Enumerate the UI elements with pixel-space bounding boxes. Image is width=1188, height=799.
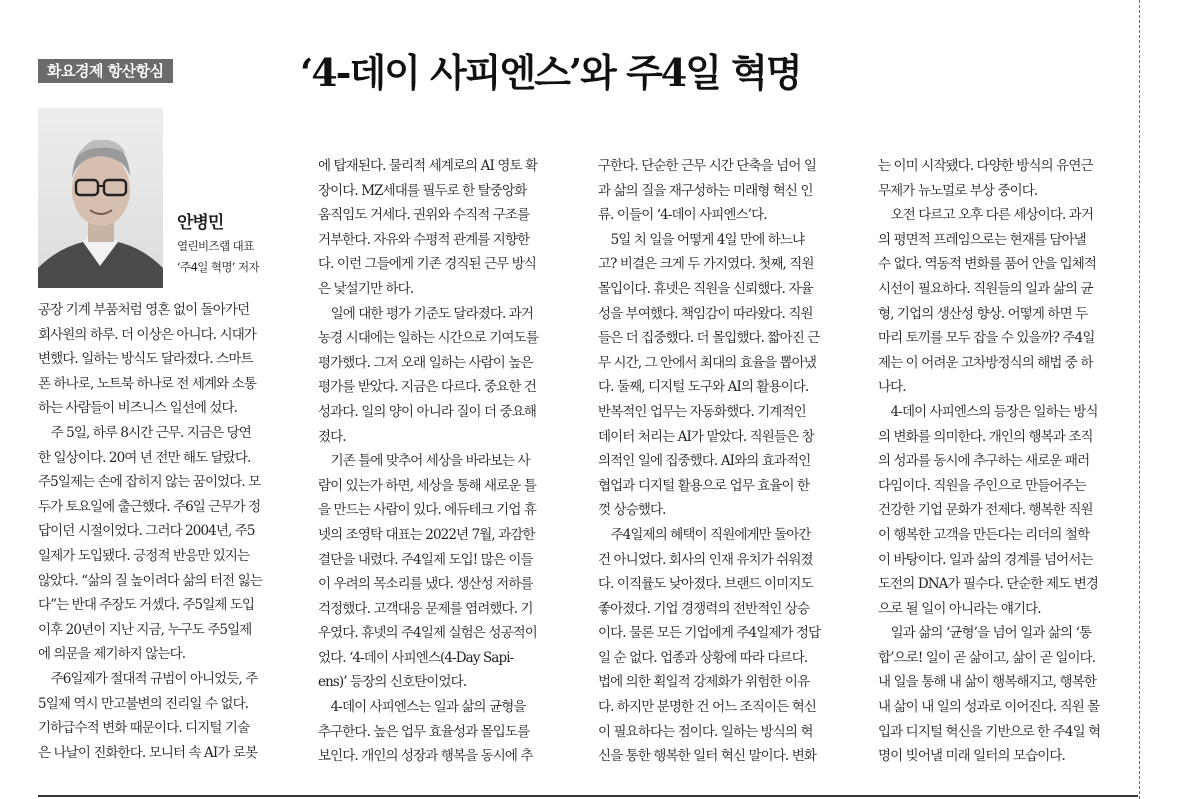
article-line: 이 행복한 고객을 만든다는 리더의 철학	[878, 526, 1090, 543]
article-line: 는 이미 시작됐다. 다양한 방식의 유연근	[878, 158, 1093, 174]
article-line: 구한다. 단순한 근무 시간 단축을 넘어 일	[598, 158, 816, 174]
article-line: 에 의문을 제기하지 않는다.	[38, 646, 186, 663]
article-line: 평가했다. 그저 오래 일하는 사람이 높은	[318, 354, 533, 371]
author-name: 안병민	[177, 213, 224, 233]
article-line: 은 낯설기만 하다.	[318, 280, 414, 297]
article-line: 시선이 필요하다. 직원들의 일과 삶의 균	[878, 280, 1093, 297]
article-line: 성과다. 일의 양이 아니라 질이 더 중요해	[318, 403, 536, 420]
article-line: 다. 이직률도 낮아졌다. 브랜드 이미지도	[598, 576, 813, 593]
article-line: 이다. 물론 모든 기업에게 주4일제가 정답	[598, 625, 821, 642]
article-line: 주4일제의 혜택이 직원에게만 돌아간	[598, 526, 811, 543]
article-column-2	[318, 154, 576, 769]
article-line: 성을 부여했다. 책임감이 따라왔다. 직원	[598, 305, 813, 322]
article-line: 명이 빚어낼 미래 일터의 모습이다.	[878, 748, 1065, 765]
article-line: 고? 비결은 크게 두 가지였다. 첫째, 직원	[598, 256, 814, 273]
article-line: 반복적인 업무는 자동화했다. 기계적인	[598, 403, 806, 420]
article-line: 이 우려의 목소리를 냈다. 생산성 저하를	[318, 576, 533, 593]
article-line: 일제가 도입됐다. 긍정적 반응만 있지는	[38, 547, 250, 564]
article-line: 협업과 디지털 활용으로 업무 효율이 한	[598, 477, 810, 494]
article-line: 5일 치 일을 어떻게 4일 만에 하느냐	[598, 231, 805, 248]
article-line: 일에 대한 평가 기준도 달라졌다. 과거	[318, 305, 534, 322]
article-line: 건강한 기업 문화가 전제다. 행복한 직원	[878, 502, 1093, 519]
section-label: 화요경제 항산항심	[38, 59, 173, 83]
article-line: 내 삶이 내 일의 성과로 이어진다. 직원 몰	[878, 699, 1100, 716]
article-line: 다. 둘째, 디지털 도구와 AI의 활용이다.	[598, 379, 809, 396]
article-line: 이후 20년이 지난 지금, 누구도 주5일제	[38, 621, 252, 638]
article-line: 주6일제가 절대적 규범이 아니었듯, 주	[38, 670, 258, 687]
article-line: 평가를 받았다. 지금은 다르다. 중요한 건	[318, 379, 536, 396]
article-line: 이 바탕이다. 일과 삶의 경계를 넘어서는	[878, 551, 1093, 568]
article-line: 이 필요하다는 점이다. 일하는 방식의 혁	[598, 723, 813, 740]
article-line: 농경 시대에는 일하는 시간으로 기여도를	[318, 330, 538, 347]
article-line: 건 아니었다. 회사의 인재 유치가 쉬워졌	[598, 551, 813, 568]
article-line: 폰 하나로, 노트북 하나로 전 세계와 소통	[38, 375, 256, 392]
article-line: 회사원의 하루. 더 이상은 아니다. 시대가	[38, 326, 256, 343]
article-line: 않았다. “삶의 질 높이려다 삶의 터전 잃는	[38, 572, 262, 589]
article-line: 신을 통한 행복한 일터 혁신 말이다. 변화	[598, 748, 816, 765]
author-book: ‘주4일 혁명’ 저자	[177, 260, 259, 274]
article-line: 움직임도 거세다. 권위와 수직적 구조를	[318, 207, 530, 224]
article-line: 합’으로! 일이 곧 삶이고, 삶이 곧 일이다.	[878, 649, 1096, 666]
page-edge-guide	[1139, 0, 1140, 799]
article-line: 추구한다. 높은 업무 효율성과 몰입도를	[318, 723, 530, 740]
article-line: 에 탑재된다. 물리적 세계로의 AI 영토 확	[318, 158, 538, 174]
article-line: 기하급수적 변화 때문이다. 디지털 기술	[38, 720, 250, 737]
article-line: 좋아졌다. 기업 경쟁력의 전반적인 상승	[598, 600, 810, 617]
article-line: 하는 사람들이 비즈니스 일선에 섰다.	[38, 400, 238, 417]
article-line: 두가 토요일에 출근했다. 주6일 근무가 정	[38, 498, 261, 515]
article-line: 공장 기계 부품처럼 영혼 없이 돌아가던	[38, 302, 250, 318]
article-column-1	[38, 298, 296, 765]
article-line: 오전 다르고 오후 다른 세상이다. 과거	[878, 207, 1094, 224]
article-line: 다. 하지만 분명한 건 어느 조직이든 혁신	[598, 699, 816, 716]
article-line: 변했다. 일하는 방식도 달라졌다. 스마트	[38, 351, 253, 368]
article-line: 들은 더 집중했다. 더 몰입했다. 짧아진 근	[598, 330, 820, 347]
article-line: 장이다. MZ세대를 필두로 한 탈중앙화	[318, 182, 527, 199]
article-line: 우였다. 휴넷의 주4일제 실험은 성공적이	[318, 625, 537, 642]
article-line: 다. 이런 그들에게 기존 경직된 근무 방식	[318, 256, 536, 273]
article-line: 의 변화를 의미한다. 개인의 행복과 조직	[878, 428, 1093, 445]
article-line: 을 만드는 사람이 있다. 에듀테크 기업 휴	[318, 502, 536, 519]
article-line: 일과 삶의 ‘균형’을 넘어 일과 삶의 ‘통	[878, 625, 1092, 642]
article-line: 졌다.	[318, 428, 346, 445]
bottom-rule	[38, 795, 1138, 797]
article-line: 나다.	[878, 379, 906, 396]
author-photo	[38, 108, 163, 288]
article-line: 4-데이 사피엔스는 일과 삶의 균형을	[318, 699, 526, 716]
article-line: 한 일상이다. 20여 년 전만 해도 달랐다.	[38, 449, 251, 466]
article-line: 일 순 없다. 업종과 상황에 따라 다르다.	[598, 649, 808, 666]
article-line: 데이터 처리는 AI가 맡았다. 직원들은 창	[598, 428, 814, 445]
article-line: 도전의 DNA가 필수다. 단순한 제도 변경	[878, 576, 1099, 593]
article-line: 의적인 일에 집중했다. AI와의 효과적인	[598, 453, 811, 470]
article-line: 법에 의한 획일적 강제화가 위험한 이유	[598, 674, 810, 691]
article-line: 다임이다. 직원을 주인으로 만들어주는	[878, 477, 1086, 494]
article-column-3	[598, 154, 860, 769]
article-line: 류. 이들이 ‘4-데이 사피엔스’다.	[598, 207, 767, 224]
article-line: 결단을 내렸다. 주4일제 도입! 많은 이들	[318, 551, 533, 568]
article-line: 주 5일, 하루 8시간 근무. 지금은 당연	[38, 424, 251, 441]
article-line: 입과 디지털 혁신을 기반으로 한 주4일 혁	[878, 723, 1101, 740]
article-line: 보인다. 개인의 성장과 행복을 동시에 추	[318, 748, 533, 765]
article-line: 5일제 역시 만고불변의 진리일 수 없다.	[38, 695, 249, 712]
article-line: 무제가 뉴노멀로 부상 중이다.	[878, 182, 1038, 199]
article-line: 무 시간, 그 안에서 최대의 효율을 뽑아냈	[598, 354, 816, 371]
article-line: 의 성과를 동시에 추구하는 새로운 패러	[878, 453, 1090, 470]
article-line: 형, 기업의 생산성 향상. 어떻게 하면 두	[878, 305, 1088, 322]
author-byline	[177, 212, 259, 276]
article-line: 걱정했다. 고객대응 문제를 염려했다. 기	[318, 600, 533, 617]
article-line: 었다. ‘4-데이 사피엔스(4-Day Sapi-	[318, 649, 514, 666]
article-line: 으로 될 일이 아니라는 얘기다.	[878, 600, 1041, 617]
article-line: 기존 틀에 맞추어 세상을 바라보는 사	[318, 453, 530, 470]
article-line: 다”는 반대 주장도 거셌다. 주5일제 도입	[38, 597, 255, 614]
headline: ‘4-데이 사피엔스’와 주4일 혁명	[300, 50, 801, 95]
article-line: 거부한다. 자유와 수평적 관계를 지향한	[318, 231, 530, 248]
article-line: 람이 있는가 하면, 세상을 통해 새로운 틀	[318, 477, 536, 494]
article-line: 과 삶의 질을 재구성하는 미래형 혁신 인	[598, 182, 813, 199]
article-line: 내 일을 통해 내 삶이 행복해지고, 행복한	[878, 674, 1096, 691]
article-line: 의 평면적 프레임으로는 현재를 담아낼	[878, 231, 1086, 248]
article-line: 제는 이 어려운 고차방정식의 해법 중 하	[878, 354, 1093, 371]
article-line: 몰입이다. 휴넷은 직원을 신뢰했다. 자율	[598, 280, 813, 297]
article-line: ens)’ 등장의 신호탄이었다.	[318, 674, 467, 691]
article-line: 넷의 조영탁 대표는 2022년 7월, 과감한	[318, 526, 535, 543]
article-line: 수 없다. 역동적 변화를 품어 안을 입체적	[878, 256, 1096, 273]
article-line: 껏 상승했다.	[598, 502, 666, 519]
article-line: 마리 토끼를 모두 잡을 수 있을까? 주4일	[878, 330, 1095, 347]
article-line: 4-데이 사피엔스의 등장은 일하는 방식	[878, 403, 1098, 420]
article-line: 답이던 시절이었다. 그러다 2004년, 주5	[38, 523, 255, 540]
article-column-4	[878, 154, 1138, 769]
article-line: 은 나날이 진화한다. 모니터 속 AI가 로봇	[38, 744, 258, 761]
article-line: 주5일제는 손에 잡히지 않는 꿈이었다. 모	[38, 474, 261, 491]
author-title: 열린비즈랩 대표	[177, 239, 254, 253]
